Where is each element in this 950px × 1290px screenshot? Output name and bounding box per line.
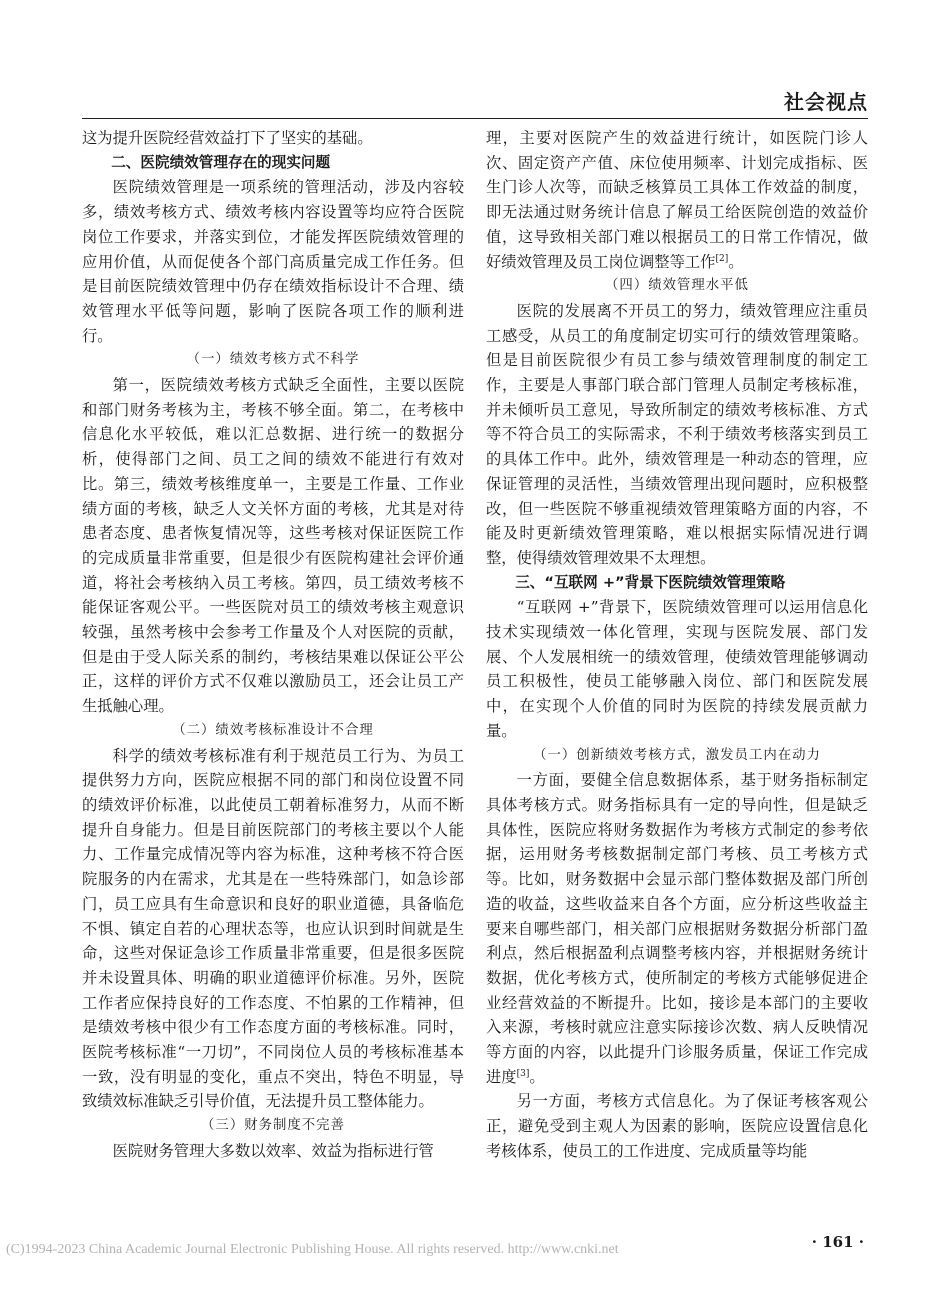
paragraph	[486, 768, 868, 1089]
paragraph: 科学的绩效考核标准有利于规范员工行为、为员工提供努力方向，医院应根据不同的部门和岗位设置不同的绩效评价标准，以此使员工朝着标准努力，从而不断提升自身能力。但是目前医院部门的考核主要以个人能力、工作量完成情况等内容为标准，这种考核不符合医院服务的内在需求，尤其是在一些特殊部门，如急诊部门，员工应具有生命意识和良好的职业道德，具备临危不惧、镇定自若的心理状态等，也应认识到时间就是生命，这些对保证急诊工作质量非常重要，但是很多医院并未设置具体、明确的职业道德评价标准。另外，医院工作者应保持良好的工作态度、不怕累的工作精神，但是绩效考核中很少有工作态度方面的考核标准。同时，医院考核标准“一刀切”，不同岗位人员的考核标准基本一致，没有明显的变化，重点不突出，特色不明显，导致绩效标准缺乏引导价值，无法提升员工整体能力。	[82, 746, 464, 1111]
right-column	[486, 126, 868, 1164]
left-column	[82, 126, 464, 1164]
paragraph: 医院财务管理大多数以效率、效益为指标进行管	[112, 1141, 434, 1160]
subheading-4: （四）绩效管理水平低	[605, 278, 749, 294]
subheading-3: （三）财务制度不完善	[201, 1118, 345, 1134]
paragraph: 医院的发展离不开员工的努力，绩效管理应注重员工感受，从员工的角度制定切实可行的绩效管理策略。但是目前医院很少有员工参与绩效管理制度的制定工作，主要是人事部门联合部门管理人员制定考核标准，并未倾听员工意见，导致所制定的绩效考核标准、方式等不符合员工的实际需求，不利于绩效考核落实到员工的具体工作中。此外，绩效管理是一种动态的管理，应保证管理的灵活性，当绩效管理出现问题时，应积极整改，但一些医院不够重视绩效管理策略方面的内容，不能及时更新绩效管理策略，难以根据实际情况进行调整，使得绩效管理效果不太理想。	[486, 301, 868, 567]
section-heading-3: 三、“互联网 +”背景下医院绩效管理策略	[515, 573, 786, 591]
paragraph: 第一，医院绩效考核方式缺乏全面性，主要以医院和部门财务考核为主，考核不够全面。第二，在考核中信息化水平较低，难以汇总数据、进行统一的数据分析，使得部门之间、员工之间的绩效不能进行有效对比。第三，绩效考核维度单一，主要是工作量、工作业绩方面的考核，缺乏人文关怀方面的考核，尤其是对待患者态度、患者恢复情况等，这些考核对保证医院工作的完成质量非常重要，但是很少有医院构建社会评价通道，将社会考核纳入员工考核。第四，员工绩效考核不能保证客观公平。一些医院对员工的绩效考核主观意识较强，虽然考核中会参考工作量及个人对医院的贡献，但是由于受人际关系的制约，考核结果难以保证公平公正，这样的评价方式不仅难以激励员工，还会让员工产生抵触心理。	[82, 376, 464, 716]
paragraph: 医院绩效管理是一项系统的管理活动，涉及内容较多，绩效考核方式、绩效考核内容设置等均应符合医院岗位工作要求，并落实到位，才能发挥医院绩效管理的应用价值，从而促使各个部门高质量完成工作任务。但是目前医院绩效管理中仍存在绩效指标设计不合理、绩效管理水平低等问题，影响了医院各项工作的顺利进行。	[82, 178, 464, 345]
paragraph: “互联网 +”背景下，医院绩效管理可以运用信息化技术实现绩效一体化管理，实现与医院发展、部门发展、个人发展相统一的绩效管理，使绩效管理能够调动员工积极性，使员工能够融入岗位、部门和医院发展中，在实现个人价值的同时为医院的持续发展贡献力量。	[486, 598, 868, 740]
sentence-end: 。	[728, 252, 744, 271]
sentence-end: 。	[529, 1067, 545, 1086]
citation-ref: [3]	[516, 1068, 530, 1079]
copyright-watermark: (C)1994-2023 China Academic Journal Electronic Publishing House. All rights reserved. http://www.cnki.net	[6, 1242, 619, 1257]
citation-ref: [2]	[715, 253, 729, 264]
section-title: 社会视点	[784, 90, 868, 114]
subheading-2: （二）绩效考核标准设计不合理	[172, 722, 374, 738]
subheading-5: （一）创新绩效考核方式，激发员工内在动力	[533, 747, 821, 763]
paragraph: 另一方面，考核方式信息化。为了保证考核客观公正，避免受到主观人为因素的影响，医院应设置信息化考核体系，使员工的工作进度、完成质量等均能	[486, 1092, 868, 1160]
section-heading-2: 二、医院绩效管理存在的现实问题	[111, 153, 331, 171]
continued-text	[486, 126, 868, 274]
header-rule	[82, 118, 868, 119]
paragraph-body: 一方面，要健全信息数据体系，基于财务指标制定具体考核方式。财务指标具有一定的导向性，但是缺乏具体性，医院应将财务数据作为考核方式制定的参考依据，运用财务考核数据制定部门考核、员工考核方式等。比如，财务数据中会显示部门整体数据及部门所创造的收益，这些收益来自各个方面，应分析这些收益主要来自哪些部门，相关部门应根据财务数据分析部门盈利点，然后根据盈利点调整考核内容，并根据财务统计数据，优化考核方式，使所制定的考核方式能够促进企业经营效益的不断提升。比如，接诊是本部门的主要收入来源，考核时就应注意实际接诊次数、病人反映情况等方面的内容，以此提升门诊服务质量，保证工作完成进度	[486, 771, 868, 1086]
continued-text: 这为提升医院经营效益打下了坚实的基础。	[82, 129, 373, 147]
subheading-1: （一）绩效考核方式不科学	[186, 352, 360, 368]
continued-text-body: 理，主要对医院产生的效益进行统计，如医院门诊人次、固定资产产值、床位使用频率、计划完成指标、医生门诊人次等，而缺乏核算员工具体工作效益的制度，即无法通过财务统计信息了解员工给医院创造的效益价值，这导致相关部门难以根据员工的日常工作情况，做好绩效管理及员工岗位调整等工作	[486, 129, 868, 271]
page-number: · 161 ·	[811, 1233, 864, 1251]
